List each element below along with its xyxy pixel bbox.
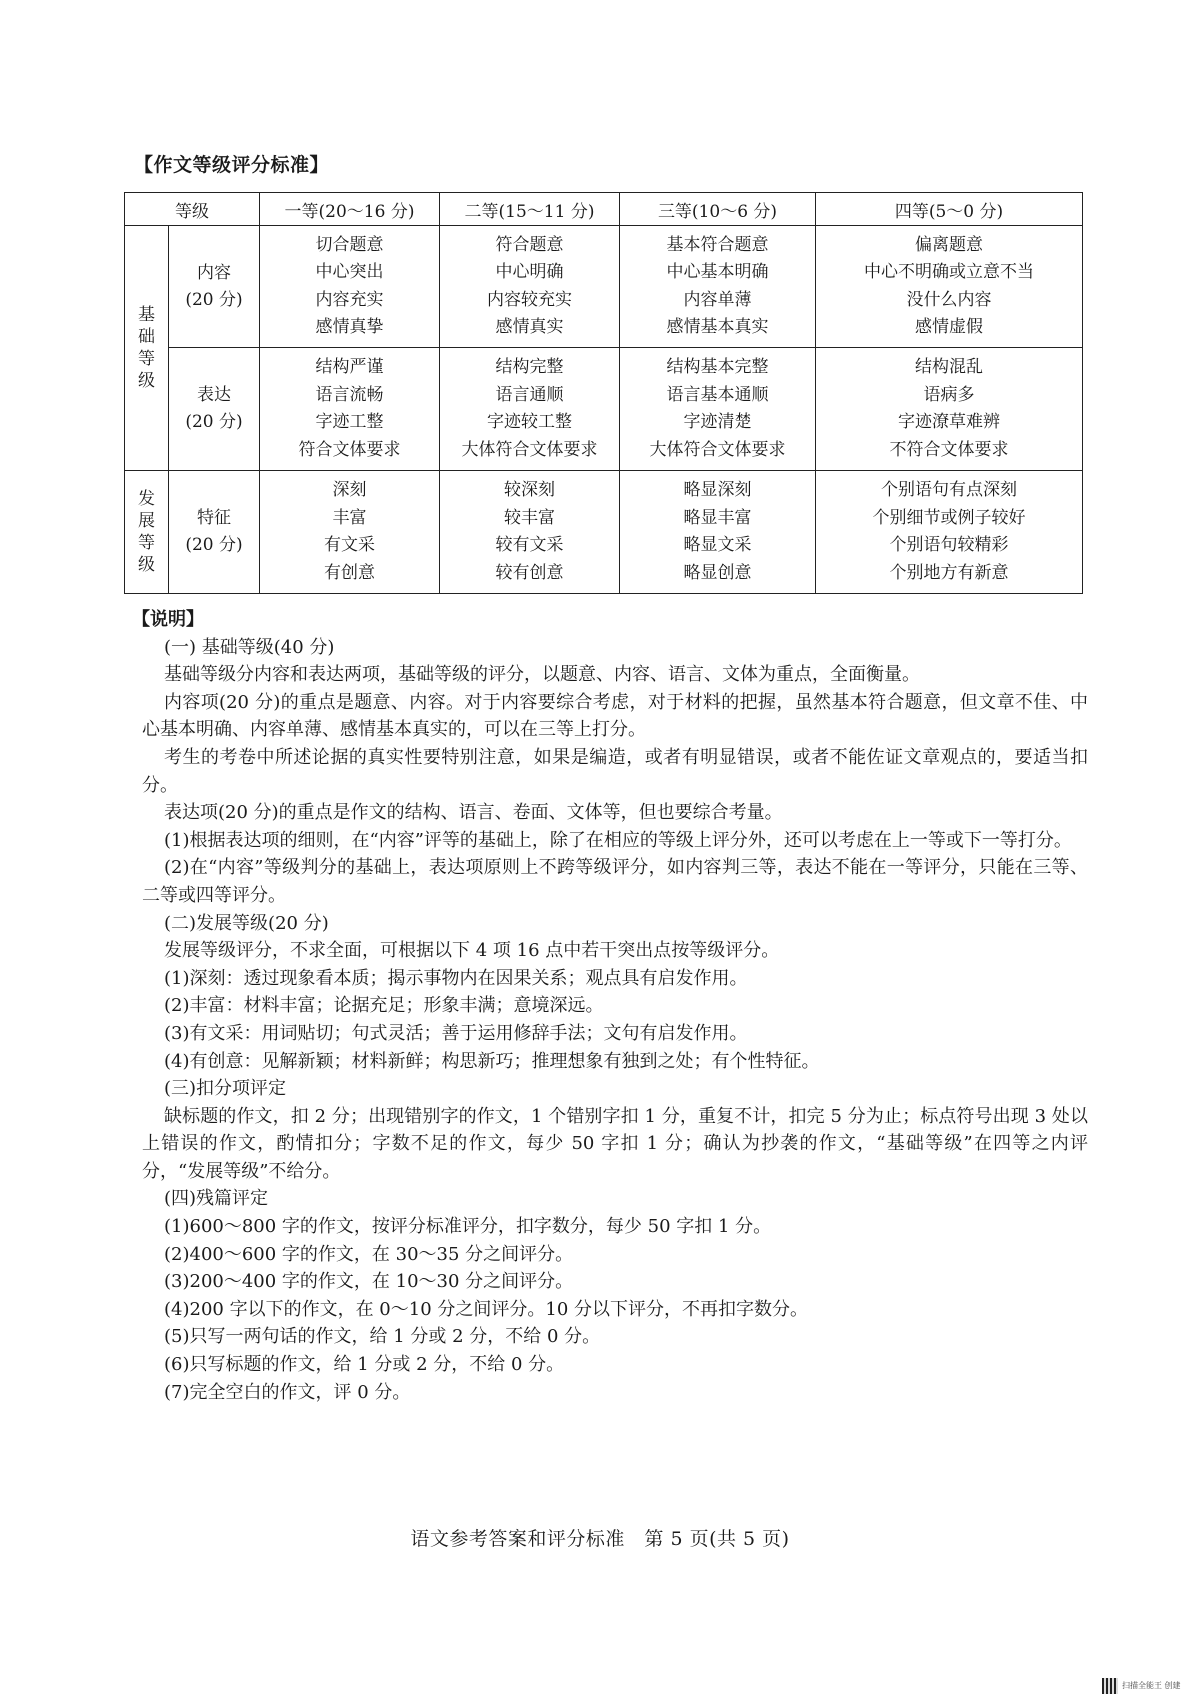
list-item: (2)丰富：材料丰富；论据充足；形象丰满；意境深远。 [164,995,604,1017]
table-cell: 结构基本完整 语言基本通顺 字迹清楚 大体符合文体要求 [620,348,816,471]
section-title-development: (二)发展等级(20 分) [164,912,329,934]
group-label-development: 发 展 等 级 [125,471,169,594]
section-title-deductions: (三)扣分项评定 [164,1078,287,1100]
header-grade-1: 一等(20～16 分) [260,193,440,226]
table-row-expression [125,348,1083,471]
list-item: (6)只写标题的作文，给 1 分或 2 分，不给 0 分。 [164,1354,565,1376]
page-footer: 语文参考答案和评分标准 第 5 页(共 5 页) [410,1528,790,1550]
paragraph: 考生的考卷中所述论据的真实性要特别注意，如果是编造，或者有明显错误，或者不能佐证文章观点的，要适当扣分。 [142,746,1088,796]
notes-heading: 【说明】 [132,609,204,630]
header-grade-4: 四等(5～0 分) [816,193,1083,226]
row-label-feature: 特征 (20 分) [169,471,260,594]
table-cell: 基本符合题意 中心基本明确 内容单薄 感情基本真实 [620,226,816,348]
list-item: (2)400～600 字的作文，在 30～35 分之间评分。 [164,1243,574,1265]
table-cell: 较深刻 较丰富 较有文采 较有创意 [440,471,620,594]
notes-section [132,606,1088,1406]
paragraph: 缺标题的作文，扣 2 分；出现错别字的作文，1 个错别字扣 1 分，重复不计，扣完 5 分为止；标点符号出现 3 处以上错误的作文，酌情扣分；字数不足的作文，每少 50 字扣 1 分；确认为抄袭的作文，“基础等级”在四等之内评分，“发展等级”不给分。 [142,1105,1088,1182]
scanner-watermark: 扫描全能王 创建 [1122,1681,1181,1690]
list-item: (7)完全空白的作文，评 0 分。 [164,1381,411,1403]
table-header-row [125,193,1083,226]
table-cell: 切合题意 中心突出 内容充实 感情真挚 [260,226,440,348]
list-item: (3)200～400 字的作文，在 10～30 分之间评分。 [164,1271,574,1293]
header-level: 等级 [125,193,260,226]
list-item: (4)200 字以下的作文，在 0～10 分之间评分。10 分以下评分，不再扣字数分。 [164,1298,808,1320]
table-cell: 结构严谨 语言流畅 字迹工整 符合文体要求 [260,348,440,471]
group-label-basic: 基 础 等 级 [125,226,169,471]
list-item: (5)只写一两句话的作文，给 1 分或 2 分，不给 0 分。 [164,1326,601,1348]
list-item: (3)有文采：用词贴切；句式灵活；善于运用修辞手法；文句有启发作用。 [164,1022,748,1044]
list-item: (1)深刻：透过现象看本质；揭示事物内在因果关系；观点具有启发作用。 [164,967,748,989]
grading-table [124,192,1083,594]
table-row-content [125,226,1083,348]
paragraph: (1)根据表达项的细则，在“内容”评等的基础上，除了在相应的等级上评分外，还可以考虑在上一等或下一等打分。 [164,829,1072,851]
qr-code-icon [1102,1678,1118,1694]
row-label-expression: 表达 (20 分) [169,348,260,471]
table-cell: 符合题意 中心明确 内容较充实 感情真实 [440,226,620,348]
table-cell: 略显深刻 略显丰富 略显文采 略显创意 [620,471,816,594]
header-grade-3: 三等(10～6 分) [620,193,816,226]
table-title: 【作文等级评分标准】 [134,154,330,176]
section-title-basic: (一) 基础等级(40 分) [164,636,335,658]
section-title-incomplete: (四)残篇评定 [164,1188,269,1210]
list-item: (1)600～800 字的作文，按评分标准评分，扣字数分，每少 50 字扣 1 分。 [164,1216,772,1238]
table-cell: 个别语句有点深刻 个别细节或例子较好 个别语句较精彩 个别地方有新意 [816,471,1083,594]
row-label-content: 内容 (20 分) [169,226,260,348]
table-cell: 偏离题意 中心不明确或立意不当 没什么内容 感情虚假 [816,226,1083,348]
paragraph: 基础等级分内容和表达两项，基础等级的评分，以题意、内容、语言、文体为重点，全面衡量。 [164,664,920,686]
table-cell: 结构完整 语言通顺 字迹较工整 大体符合文体要求 [440,348,620,471]
list-item: (4)有创意：见解新颖；材料新鲜；构思新巧；推理想象有独到之处；有个性特征。 [164,1050,820,1072]
header-grade-2: 二等(15～11 分) [440,193,620,226]
table-row-feature [125,471,1083,594]
table-cell: 结构混乱 语病多 字迹潦草难辨 不符合文体要求 [816,348,1083,471]
paragraph: 发展等级评分，不求全面，可根据以下 4 项 16 点中若干突出点按等级评分。 [164,940,780,962]
paragraph: (2)在“内容”等级判分的基础上，表达项原则上不跨等级评分，如内容判三等，表达不能在一等评分，只能在三等、二等或四等评分。 [142,857,1088,906]
paragraph: 表达项(20 分)的重点是作文的结构、语言、卷面、文体等，但也要综合考量。 [164,802,783,824]
table-cell: 深刻 丰富 有文采 有创意 [260,471,440,594]
paragraph: 内容项(20 分)的重点是题意、内容。对于内容要综合考虑，对于材料的把握，虽然基本符合题意，但文章不佳、中心基本明确、内容单薄、感情基本真实的，可以在三等上打分。 [142,691,1088,741]
